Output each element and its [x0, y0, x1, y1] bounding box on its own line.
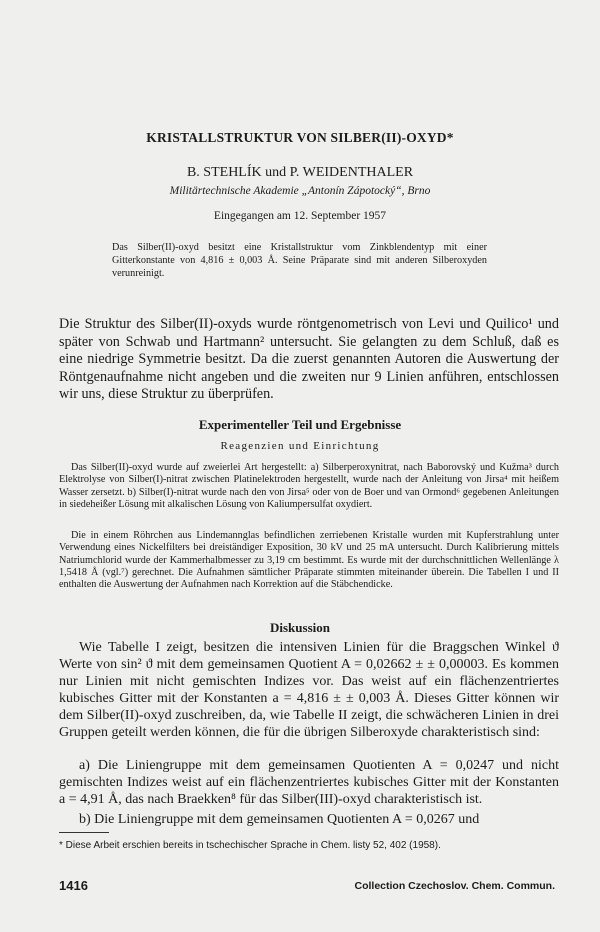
subsection-heading-reagents: Reagenzien und Einrichtung [220, 440, 380, 452]
footnote-rule [59, 832, 109, 833]
abstract: Das Silber(II)-oxyd besitzt eine Kristallstruktur vom Zinkblendentyp mit einer Gitterkonstante von 4,816 ± 0,003 Å. Seine Präparate sind mit anderen Silberoxyden verunreinigt. [112, 242, 487, 279]
page-number: 1416 [59, 878, 88, 893]
experimental-paragraph-2: Die in einem Röhrchen aus Lindemannglas befindlichen zerriebenen Kristalle wurden mit Kupferstrahlung unter Verwendung eines Nickelfilters bei dreiständiger Exposition, 30 kV und 25 mA untersucht. Durch Kalibrierung mittels Natriumchlorid wurde der Kammerhalbmesser zu 3,19 cm bestimmt. Es wurde mit der durchschnittlichen Wellenlänge λ 1,5418 Å (vgl.⁷) gerechnet. Die Aufnahmen sämtlicher Präparate stimmten miteinander überein. Die Tabellen I und II enthalten die Auswertung der Aufnahmen nach Korrektion auf die Stäbchendicke. [59, 530, 559, 591]
authors: B. STEHLÍK und P. WEIDENTHALER [186, 165, 414, 180]
discussion-paragraph-3: b) Die Liniengruppe mit dem gemeinsamen Quotienten A = 0,0267 und [79, 812, 480, 827]
discussion-paragraph-2: a) Die Liniengruppe mit dem gemeinsamen Quotienten A = 0,0247 und nicht gemischten Indizes weist auf ein flächenzentriertes kubisches Gitter mit der Konstanten a = 4,91 Å, das nach Braekken⁸ für das Silber(III)-oxyd charakteristisch ist. [59, 758, 559, 807]
article-title: KRISTALLSTRUKTUR VON SILBER(II)-OXYD* [146, 130, 454, 145]
section-heading-experimental: Experimenteller Teil und Ergebnisse [198, 417, 402, 432]
received-date: Eingegangen am 12. September 1957 [213, 210, 387, 222]
journal-name: Collection Czechoslov. Chem. Commun. [354, 880, 555, 892]
discussion-paragraph-1: Wie Tabelle I zeigt, besitzen die intensiven Linien für die Braggschen Winkel ϑ Werte von sin² ϑ mit dem gemeinsamen Quotient A = 0,02662 ± ± 0,00003. Es kommen nur Linien mit nicht gemischten Indizes vor. Das weist auf ein flächenzentriertes kubisches Gitter mit der Konstanten a = 4,816 ± ± 0,003 Å. Dieses Gitter können wir dem Silber(II)-oxyd zuschreiben, da, wie Tabelle II zeigt, die schwächeren Linien in drei Gruppen geteilt werden können, die für die übrigen Silberoxyde charakteristisch sind: [59, 640, 559, 740]
affiliation: Militärtechnische Akademie „Antonín Zápotocký“, Brno [169, 185, 431, 197]
section-heading-discussion: Diskussion [270, 620, 330, 635]
experimental-paragraph-1: Das Silber(II)-oxyd wurde auf zweierlei Art hergestellt: a) Silberperoxynitrat, nach Baborovský und Kužma³ durch Elektrolyse von Silber(I)-nitrat zwischen Platinelektroden hergestellt, wurde nach der Anleitung von Jirsa⁴ mit heißem Wasser zersetzt. b) Silber(I)-nitrat wurde nach den von Jirsa⁵ oder von de Boer und van Ormond⁶ gegebenen Anleitungen in siedeheißer Lösung mit alkalischen Lösung von Kaliumpersulfat oxydiert. [59, 462, 559, 510]
intro-paragraph: Die Struktur des Silber(II)-oxyds wurde röntgenometrisch von Levi und Quilico¹ und später von Schwab und Hartmann² untersucht. Sie gelangten zu dem Schluß, daß es eine niedrige Symmetrie besitzt. Da die zuerst genannten Autoren die Auswertung der Röntgenaufnahme nicht angeben und die zweiten nur 9 Linien anführen, entschlossen wir uns, diese Struktur zu überprüfen. [59, 316, 559, 402]
footnote: * Diese Arbeit erschien bereits in tschechischer Sprache in Chem. listy 52, 402 (1958). [59, 840, 441, 851]
